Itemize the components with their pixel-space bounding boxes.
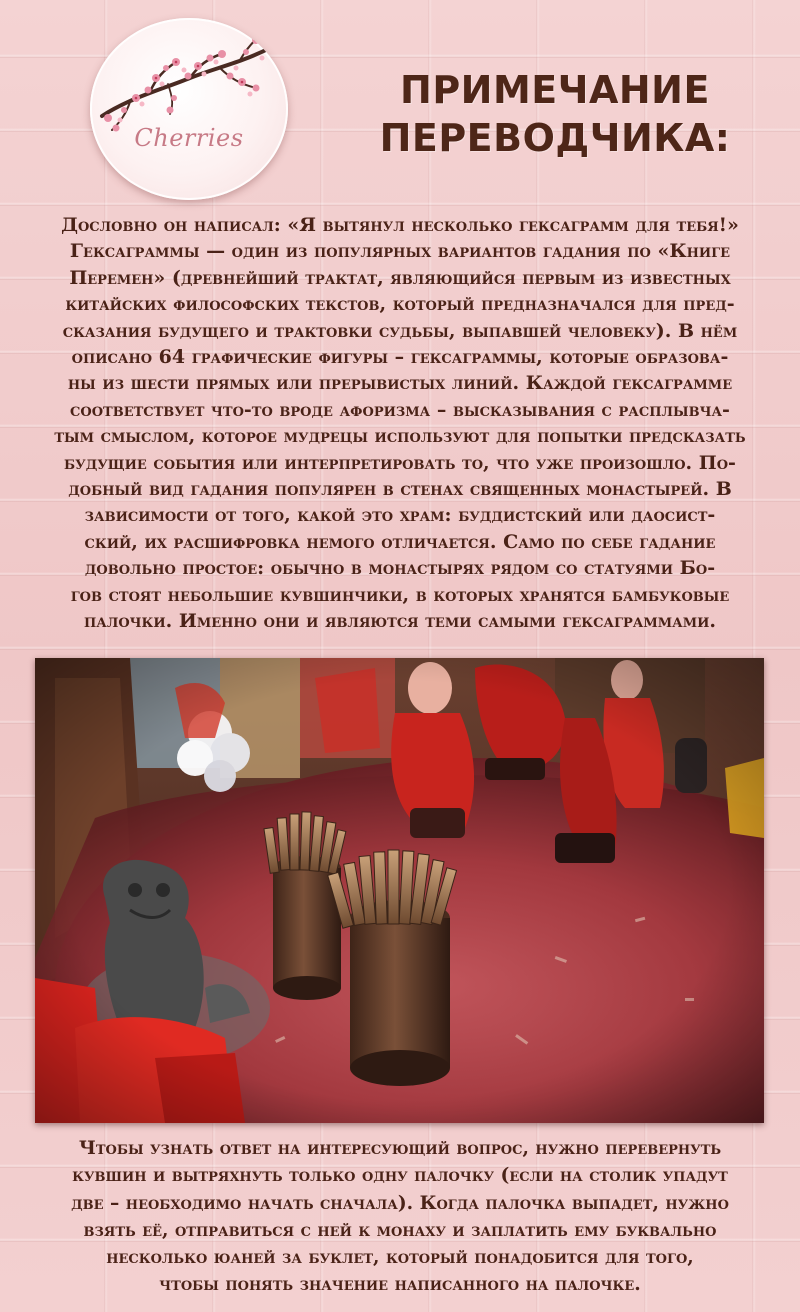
note-line: Перемен» (древнейший трактат, являющийся первым из известных: [69, 266, 731, 289]
note-line: китайских философских текстов, который предназначался для пред-: [65, 293, 735, 316]
note-line: сказания будущего и трактовки судьбы, выпавшей человеку). В нём: [62, 319, 738, 342]
altar-illustration: [35, 658, 764, 1123]
instruction-line: кувшин и вытряхнуть только одну палочку (если на столик упадут: [72, 1165, 728, 1187]
instruction-line: чтобы понять значение написанного на палочке.: [159, 1274, 641, 1296]
note-line: описано 64 графические фигуры – гексаграммы, которые образова-: [71, 346, 729, 369]
note-line: тым смыслом, которое мудрецы используют для попытки предсказать: [54, 425, 746, 448]
note-line: довольно простое: обычно в монастырях рядом со статуями Бо-: [84, 557, 716, 580]
page-title: [330, 66, 780, 162]
note-line: добный вид гадания популярен в стенах священных монастырей. В: [68, 478, 732, 501]
note-line: ский, их расшифровка немого отличается. Само по себе гадание: [84, 530, 716, 553]
instruction-line: взять её, отправиться с ней к монаху и заплатить ему буквально: [83, 1219, 717, 1241]
note-line: Дословно он написал: «Я вытянул несколько гексаграмм для тебя!»: [61, 214, 739, 236]
note-line: Гексаграммы — один из популярных вариантов гадания по «Книге: [69, 240, 731, 263]
temple-altar-photo: [35, 658, 764, 1123]
note-line: соответствует что-то вроде афоризма – высказывания с расплывча-: [70, 398, 730, 421]
note-line: зависимости от того, какой это храм: буддистский или даосист-: [84, 504, 716, 527]
logo-text: Cherries: [134, 124, 244, 152]
note-line: гов стоят небольшие кувшинчики, в которых хранятся бамбуковые: [70, 583, 730, 606]
translator-note-text: [20, 212, 780, 635]
title-line-1: ПРИМЕЧАНИЕ: [400, 68, 710, 112]
cherries-logo: [90, 18, 288, 200]
instruction-line: несколько юаней за буклет, который понадобится для того,: [106, 1247, 694, 1269]
note-line: будущие события или интерпретировать то, что уже произошло. По-: [64, 451, 736, 474]
instruction-line: Чтобы узнать ответ на интересующий вопрос, нужно перевернуть: [78, 1138, 722, 1159]
instructions-text: [20, 1135, 780, 1299]
title-line-2: ПЕРЕВОДЧИКА:: [379, 116, 731, 160]
cherry-blossom-branch-icon: [90, 18, 288, 200]
note-line: палочки. Именно они и являются теми самыми гексаграммами.: [83, 610, 717, 633]
note-line: ны из шести прямых или прерывистых линий. Каждой гексаграмме: [67, 372, 733, 395]
instruction-line: две – необходимо начать сначала). Когда палочка выпадет, нужно: [71, 1192, 729, 1214]
